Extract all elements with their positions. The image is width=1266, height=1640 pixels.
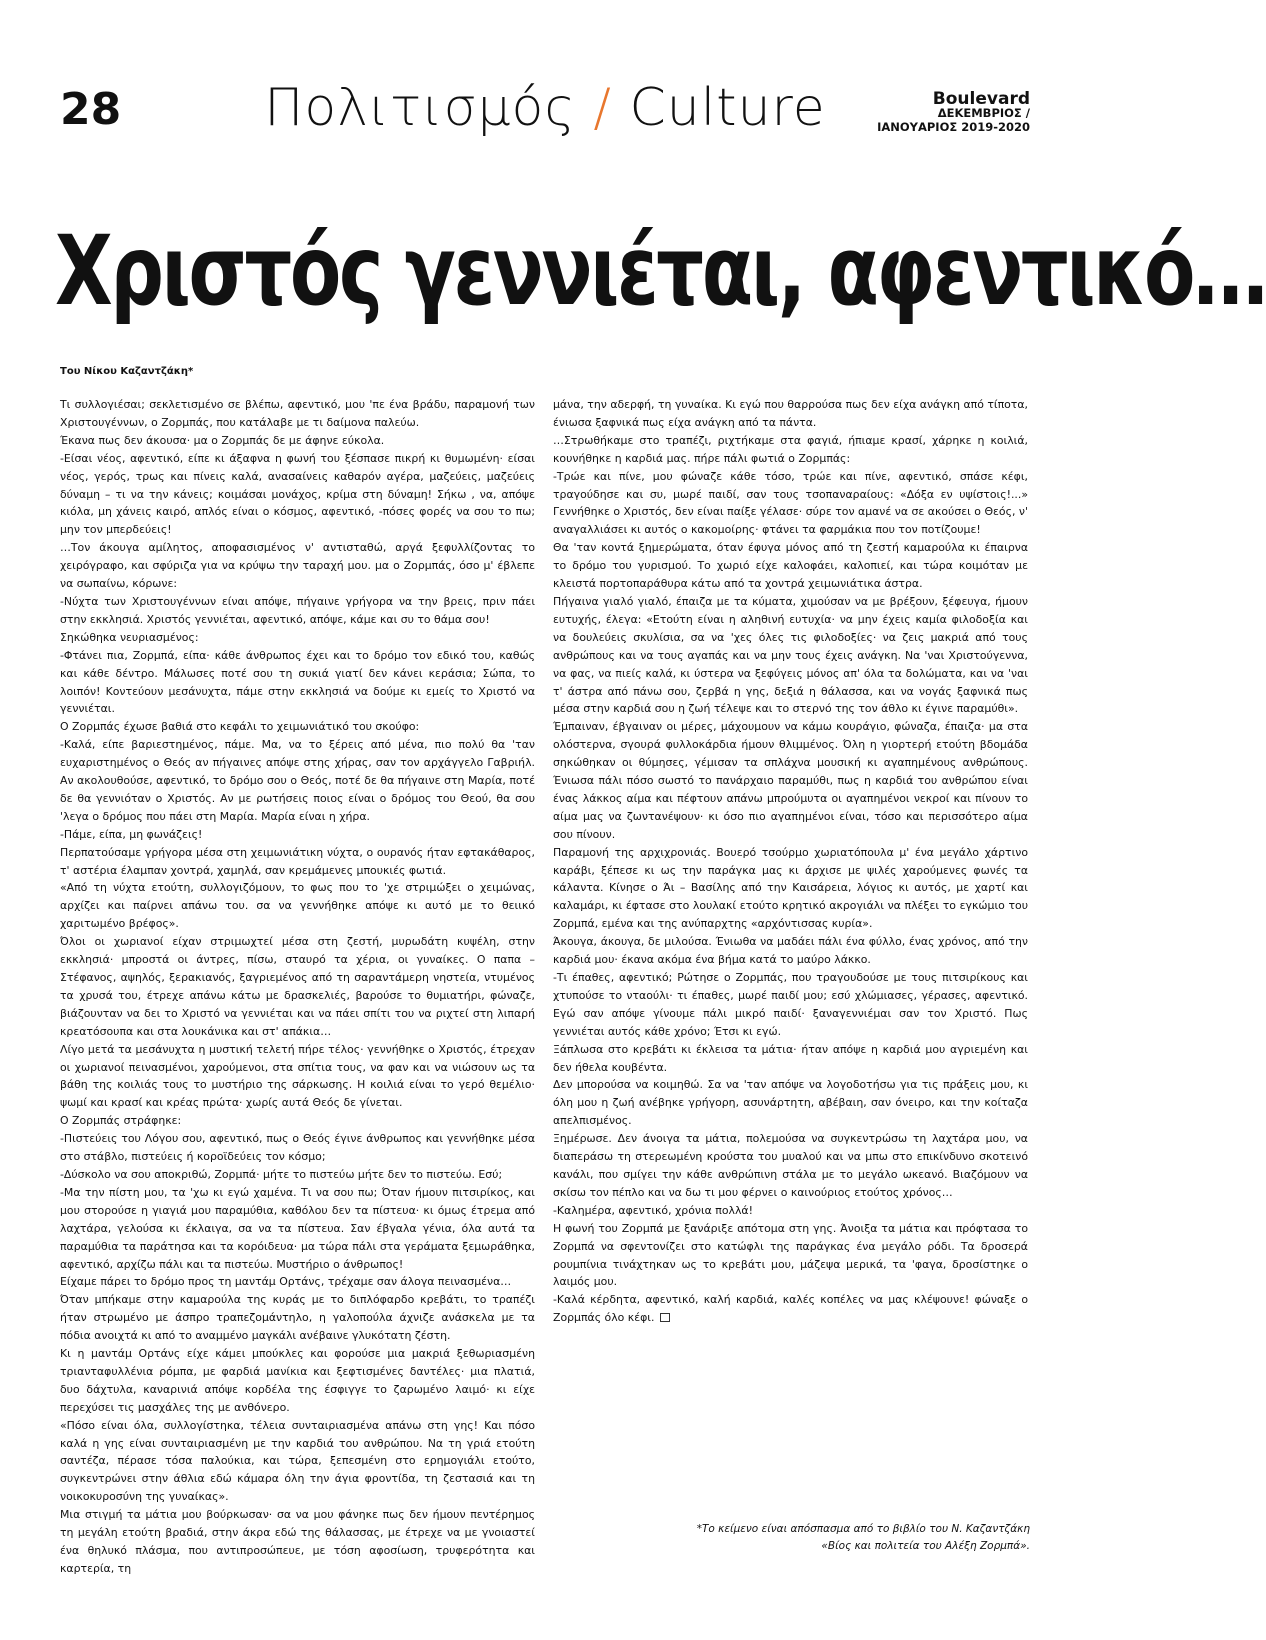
article-paragraph: Έμπαιναν, έβγαιναν οι μέρες, μάχουμουν να κάμω κουράγιο, φώναζα, έπαιζα· μα στα ολόστερνα, σγουρά φυλλοκάρδια ήμουν θλιμμένος. Όλη η γιορτερή ετούτη βδομάδα σηκώθηκαν οι θύμησες, γέμισαν τα σπλάχνα μουσική κι αγαπημένους ανθρώπους. Ένιωσα πάλι πόσο σωστό το πανάρχαιο παραμύθι, πως η καρδιά του ανθρώπου είναι ένας λάκκος αίμα και πέφτουν απάνω μπρούμυτα οι αγαπημένοι νεκροί και πίνουν το αίμα μας να ζωντανέψουν· κι όσο πιο αγαπημένοι είναι, τόσο και περισσότερο αίμα σου πίνουν.: [553, 720, 1028, 841]
article-paragraph: «Πόσο είναι όλα, συλλογίστηκα, τέλεια συνταιριασμένα απάνω στη γης! Και πόσο καλά η γης είναι συνταιριασμένη με την καρδιά του ανθρώπου. Να τη γριά ετούτη σαντέζα, πέρασε τόσα παλούκια, και τώρα, ξεπεσμένη στο ερημογιάλι ετούτο, συγκεντρώνει στην άθλια εδώ κάμαρα όλη την άγια φροντίδα, τη ζεστασιά και τη νοικοκυροσύνη της γυναίκας».: [60, 1418, 535, 1504]
article-paragraph: -Καλά, είπε βαριεστημένος, πάμε. Μα, να το ξέρεις από μένα, πιο πολύ θα 'ταν ευχαριστημένος ο Θεός αν πήγαινες απόψε στης χήρας, σαν τον αρχάγγελο Γαβριήλ. Αν ακολουθούσε, αφεντικό, το δρόμο σου ο Θεός, ποτέ δε θα πήγαινε στη Μαρία, ποτέ δε θα γεννιόταν ο Χριστός. Αν με ρωτήσεις ποιος είναι ο δρόμος του Θεού, θα σου 'λεγα ο δρόμος που πάει στη Μαρία. Μαρία είναι η χήρα.: [60, 738, 535, 823]
article-paragraph: Σηκώθηκα νευριασμένος:: [60, 630, 199, 644]
article-paragraph: -Καλημέρα, αφεντικό, χρόνια πολλά!: [553, 1203, 753, 1217]
section-separator: /: [593, 78, 612, 138]
article-paragraph: μάνα, την αδερφή, τη γυναίκα. Κι εγώ που θαρρούσα πως δεν είχα ανάγκη από τίποτα, ένιωσα ξαφνικά πως είχα ανάγκη από τα πάντα.: [553, 398, 1028, 429]
article-paragraph: -Πάμε, είπα, μη φωνάζεις!: [60, 827, 203, 841]
article-paragraph: Η φωνή του Ζορμπά με ξανάριξε απότομα στη γης. Άνοιξα τα μάτια και πρόφτασα το Ζορμπά να σφεντονίζει στο κατώφλι της παράγκας ένα μεγάλο ρόδι. Τα δροσερά ρουμπίνια τινάχτηκαν ως το κρεβάτι μου, μάζεψα μερικά, τα 'φαγα, δροσίστηκε ο λαιμός μου.: [553, 1221, 1028, 1289]
section-title-english: Culture: [629, 78, 826, 138]
article-paragraph: -Καλά κέρδητα, αφεντικό, καλή καρδιά, καλές κοπέλες να μας κλέψουνε! φώναξε ο Ζορμπάς όλο κέφι.: [553, 1293, 1028, 1325]
article-footnote: [610, 1521, 1030, 1555]
article-paragraph: «Από τη νύχτα ετούτη, συλλογιζόμουν, το φως που το 'χε στριμώξει ο χειμώνας, αρχίζει και παίρνει απάνω του. σα να γεννήθηκε απόψε κι αυτό με το θειικό χαριτωμένο βρέφος».: [60, 881, 535, 931]
article-paragraph: …Τον άκουγα αμίλητος, αποφασισμένος ν' αντισταθώ, αργά ξεφυλλίζοντας το χειρόγραφο, και σφύριζα για να κρύψω την ταραχή μου. μα ο Ζορμπάς, όσο μ' έβλεπε να σωπαίνω, κόρωνε:: [60, 541, 535, 591]
article-paragraph: -Μα την πίστη μου, τα 'χω κι εγώ χαμένα. Τι να σου πω; Όταν ήμουν πιτσιρίκος, και μου στορούσε η γιαγιά μου παραμύθια, καθόλου δεν τα πίστευα· κι όμως έτρεμα από λαχτάρα, γελούσα κι έκλαιγα, σα να τα πίστευα. Σαν έβγαλα γένια, όλα αυτά τα παραμύθια τα παράτησα και τα κορόιδευα· μα τώρα πάλι στα γεράματα ξεμωράθηκα, αφεντικό, αρχίζω πάλι και τα πιστεύω. Μυστήριο ο άνθρωπος!: [60, 1185, 535, 1271]
article-paragraph: Έκανα πως δεν άκουσα· μα ο Ζορμπάς δε με άφηνε εύκολα.: [60, 433, 385, 447]
article-paragraph: Όλοι οι χωριανοί είχαν στριμωχτεί μέσα στη ζεστή, μυρωδάτη κυψέλη, στην εκκλησιά· μπροστά οι άντρες, πίσω, σταυρό τα χέρια, οι γυναίκες. Ο παπα – Στέφανος, αψηλός, ξερακιανός, ξαγριεμένος από τη σαραντάμερη νηστεία, ντυμένος τα χρυσά του, έτρεχε απάνω κάτω με δρασκελιές, βαρούσε το θυμιατήρι, φώναζε, βιάζουνταν να δει το Χριστό να γεννιέται και να πάει σπίτι του να ριχτεί στη λιπαρή κρεατόσουπα και στα λουκάνικα και στ' απάκια…: [60, 935, 535, 1038]
end-of-article-icon: [660, 1313, 670, 1322]
article-paragraph: Τι συλλογιέσαι; σεκλετισμένο σε βλέπω, αφεντικό, μου 'πε ένα βράδυ, παραμονή των Χριστουγέννων, ο Ζορμπάς, που κατάλαβε με τι δαίμονα παλεύω.: [60, 398, 535, 429]
article-byline: Του Νίκου Καζαντζάκη*: [60, 366, 194, 377]
page-number: 28: [60, 84, 122, 135]
article-paragraph: Περπατούσαμε γρήγορα μέσα στη χειμωνιάτικη νύχτα, ο ουρανός ήταν εφτακάθαρος, τ' αστέρια έλαμπαν χοντρά, χαμηλά, σαν κρεμάμενες μπουκιές φωτιά.: [60, 845, 535, 877]
article-paragraph: Θα 'ταν κοντά ξημερώματα, όταν έφυγα μόνος από τη ζεστή καμαρούλα κι έπαιρνα το δρόμο του γυρισμού. Το χωριό είχε καλοφάει, καλοπιεί, και τώρα κοιμόταν με κλειστά πορτοπαράθυρα κάτω από τα χοντρά χειμωνιάτικα άστρα.: [553, 541, 1028, 591]
article-headline: Χριστός γεννιέται, αφεντικό…: [55, 215, 1266, 327]
footnote-line-2: «Βίος και πολιτεία του Αλέξη Ζορμπά».: [821, 1540, 1030, 1552]
article-paragraph: Μια στιγμή τα μάτια μου βούρκωσαν· σα να μου φάνηκε πως δεν ήμουν πεντέρημος τη μεγάλη ετούτη βραδιά, στην άκρα εδώ της θάλασσας, με έτρεχε να με γνοιαστεί ένα θηλυκό πλάσμα, που αντιπροσώπευε, με τόση αφοσίωση, τρυφερότητα και καρτερία, τη: [60, 1508, 535, 1575]
footnote-line-1: *Το κείμενο είναι απόσπασμα από το βιβλίο του Ν. Καζαντζάκη: [696, 1523, 1030, 1535]
magazine-masthead: [877, 89, 1030, 134]
article-paragraph: Είχαμε πάρει το δρόμο προς τη μαντάμ Ορτάνς, τρέχαμε σαν άλογα πεινασμένα…: [60, 1275, 512, 1289]
article-paragraph: -Είσαι νέος, αφεντικό, είπε κι άξαφνα η φωνή του ξέσπασε πικρή κι θυμωμένη· είσαι νέος, γερός, τρως και πίνεις καλά, ανασαίνεις καθαρόν αγέρα, μαζεύεις, μαζεύεις δύναμη – τι να την κάνεις; κοιμάσαι μονάχος, κρίμα στη δύναμη! Σήκω , να, απόψε κιόλα, μη χάνεις καιρό, απλός είναι ο κόσμος, αφεντικό, -πόσες φορές να σου το πω; μην τον μπερδεύεις!: [60, 451, 535, 537]
article-paragraph: -Τρώε και πίνε, μου φώναζε κάθε τόσο, τρώε και πίνε, αφεντικό, σπάσε κέφι, τραγούδησε και συ, μωρέ παιδί, σαν τους τσοπαναραίους: «Δόξα εν υψίστοις!...» Γεννήθηκε ο Χριστός, δεν είναι παίξε γέλασε· σύρε τον αμανέ να σε ακούσει ο Θεός, ν' αναγαλλιάσει κι αυτός ο κακομοίρης· φτάνει τα φαρμάκια που τον ποτίζουμε!: [553, 469, 1028, 537]
article-paragraph: -Δύσκολο να σου αποκριθώ, Ζορμπά· μήτε το πιστεύω μήτε δεν το πιστεύω. Εσύ;: [60, 1167, 503, 1181]
issue-date-line2: ΙΑΝΟΥΑΡΙΟΣ 2019-2020: [877, 120, 1030, 134]
article-paragraph: Όταν μπήκαμε στην καμαρούλα της κυράς με το διπλόφαρδο κρεβάτι, το τραπέζι ήταν στρωμένο με άσπρο τραπεζομάντηλο, η γαλοπούλα άχνιζε ανάσκελα με τα πόδια ανοιχτά κι από το αναμμένο μαγκάλι ανέβαινε γλυκότατη ζέστη.: [60, 1293, 535, 1343]
article-paragraph: Πήγαινα γιαλό γιαλό, έπαιζα με τα κύματα, χιμούσαν να με βρέξουν, ξέφευγα, ήμουν ευτυχής, έλεγα: «Ετούτη είναι η αληθινή ευτυχία· να μην έχεις καμία φιλοδοξία και να δουλεύεις σκυλίσια, σα να 'χες όλες τις φιλοδοξίες· να ζεις μακριά από τους ανθρώπους και να τους αγαπάς και να μην τους έχεις ανάγκη. Να 'ναι Χριστούγεννα, να φας, να πιείς καλά, κι ύστερα να ξεφύγεις μόνος απ' όλα τα δολώματα, και να 'ναι τ' άστρα από πάνω σου, ζερβά η γης, δεξιά η θάλασσα, και να νογάς ξαφνικά πως μέσα στην καρδιά σου η ζωή τέλεψε και το στερνό της τον άθλο κι έγινε παραμύθι».: [553, 594, 1028, 716]
article-paragraph: Δεν μπορούσα να κοιμηθώ. Σα να 'ταν απόψε να λογοδοτήσω για τις πράξεις μου, κι όλη μου η ζωή ανέβηκε γρήγορη, ασυνάρτητη, αβέβαιη, σαν όνειρο, και την κοίταζα απελπισμένος.: [553, 1078, 1028, 1128]
article-paragraph: -Πιστεύεις του Λόγου σου, αφεντικό, πως ο Θεός έγινε άνθρωπος και γεννήθηκε μέσα στο στάβλο, πιστεύεις ή κοροϊδεύεις τον κόσμο;: [60, 1132, 535, 1164]
article-paragraph: Ξάπλωσα στο κρεβάτι κι έκλεισα τα μάτια· ήταν απόψε η καρδιά μου αγριεμένη και δεν ήθελα κουβέντα.: [553, 1042, 1028, 1074]
article-paragraph: -Νύχτα των Χριστουγέννων είναι απόψε, πήγαινε γρήγορα να την βρεις, πριν πάει στην εκκλησιά. Χριστός γεννιέται, αφεντικό, απόψε, κάμε και συ το θάμα σου!: [60, 594, 535, 626]
article-paragraph: Ο Ζορμπάς στράφηκε:: [60, 1114, 182, 1128]
page-header: [60, 78, 1030, 148]
article-paragraph: Ο Ζορμπάς έχωσε βαθιά στο κεφάλι το χειμωνιάτικό του σκούφο:: [60, 720, 420, 734]
article-paragraph: -Φτάνει πια, Ζορμπά, είπα· κάθε άνθρωπος έχει και το δρόμο τον εδικό του, καθώς και κάθε δέντρο. Μάλωσες ποτέ σου τη συκιά γιατί δεν κάνει κεράσια; Σώπα, το λοιπόν! Κοντεύουν μεσάνυχτα, πάμε στην εκκλησιά να δούμε κι εμείς το Χριστό να γεννιέται.: [60, 648, 535, 716]
article-paragraph: Άκουγα, άκουγα, δε μιλούσα. Ένιωθα να μαδάει πάλι ένα φύλλο, ένας χρόνος, από την καρδιά μου· έκανα ακόμα ένα βήμα κατά το μαύρο λάκκο.: [553, 935, 1028, 967]
article-paragraph: -Τι έπαθες, αφεντικό; Ρώτησε ο Ζορμπάς, που τραγουδούσε με τους πιτσιρίκους και χτυπούσε το νταούλι· τι έπαθες, μωρέ παιδί μου; εσύ χλώμιασες, γέρασες, αφεντικό. Εγώ σαν απόψε γίνουμε πάλι μικρό παιδί· ξαναγεννιέμαι σαν τον Χριστό. Πως γεννιέται αυτός κάθε χρόνο; Έτσι κι εγώ.: [553, 971, 1028, 1038]
section-title-greek: Πολιτισμός: [264, 78, 576, 138]
article-paragraph: …Στρωθήκαμε στο τραπέζι, ριχτήκαμε στα φαγιά, ήπιαμε κρασί, χάρηκε η κοιλιά, κουνήθηκε η καρδιά μας. πήρε πάλι φωτιά ο Ζορμπάς:: [553, 433, 1028, 465]
issue-date-line1: ΔΕΚΕΜΒΡΙΟΣ /: [937, 106, 1030, 120]
article-column-right: [553, 396, 1028, 1327]
article-column-left: [60, 396, 535, 1578]
magazine-name: Boulevard: [932, 89, 1030, 109]
article-paragraph: Λίγο μετά τα μεσάνυχτα η μυστική τελετή πήρε τέλος· γεννήθηκε ο Χριστός, έτρεχαν οι χωριανοί πεινασμένοι, χαρούμενοι, στα σπίτια τους, να φαν και να νιώσουν ως τα βάθη της κοιλιάς τους το μυστήριο της σάρκωσης. Η κοιλιά είναι το γερό θεμέλιο· ψωμί και κρασί και κρέας πρώτα· χωρίς αυτά Θεός δε γίνεται.: [60, 1042, 535, 1110]
article-paragraph: Κι η μαντάμ Ορτάνς είχε κάμει μπούκλες και φορούσε μια μακριά ξεθωριασμένη τριανταφυλλένια ρόμπα, με φαρδιά μανίκια και ξεφτισμένες δαντέλες· μια πλατιά, δυο δάχτυλα, καναρινιά απόψε κορδέλα της έσφιγγε το ζαρωμένο λαιμό· κι είχε περεχύσει τις μασχάλες της με ανθόνερο.: [60, 1347, 535, 1414]
article-paragraph: Παραμονή της αρχιχρονιάς. Βουερό τσούρμο χωριατόπουλα μ' ένα μεγάλο χάρτινο καράβι, ξέπεσε κι ως την παράγκα μας κι άρχισε με ψιλές χαρούμενες φωνές τα κάλαντα. Κίνησε ο Άι – Βασίλης από την Καισάρεια, λόγιος κι αυτός, με χαρτί και καλαμάρι, κι έφτασε στο λουλακί ετούτο κρητικό ακρογιάλι να πλέξει το εγκώμιο του Ζορμπά, εμένα και της ανύπαρχτης «αρχόντισσας κυρία».: [553, 845, 1028, 931]
article-paragraph: Ξημέρωσε. Δεν άνοιγα τα μάτια, πολεμούσα να συγκεντρώσω τη λαχτάρα μου, να διαπεράσω τη στερεωμένη κρούστα του μυαλού και να μπω στο επικίνδυνο σκοτεινό κανάλι, που σμίγει την κάθε ανθρώπινη στάλα με το μεγάλο ωκεανό. Βιαζόμουν να σκίσω τον πέπλο και να δω τι μου φέρνει ο καινούριος ετούτος χρόνος…: [553, 1132, 1028, 1199]
